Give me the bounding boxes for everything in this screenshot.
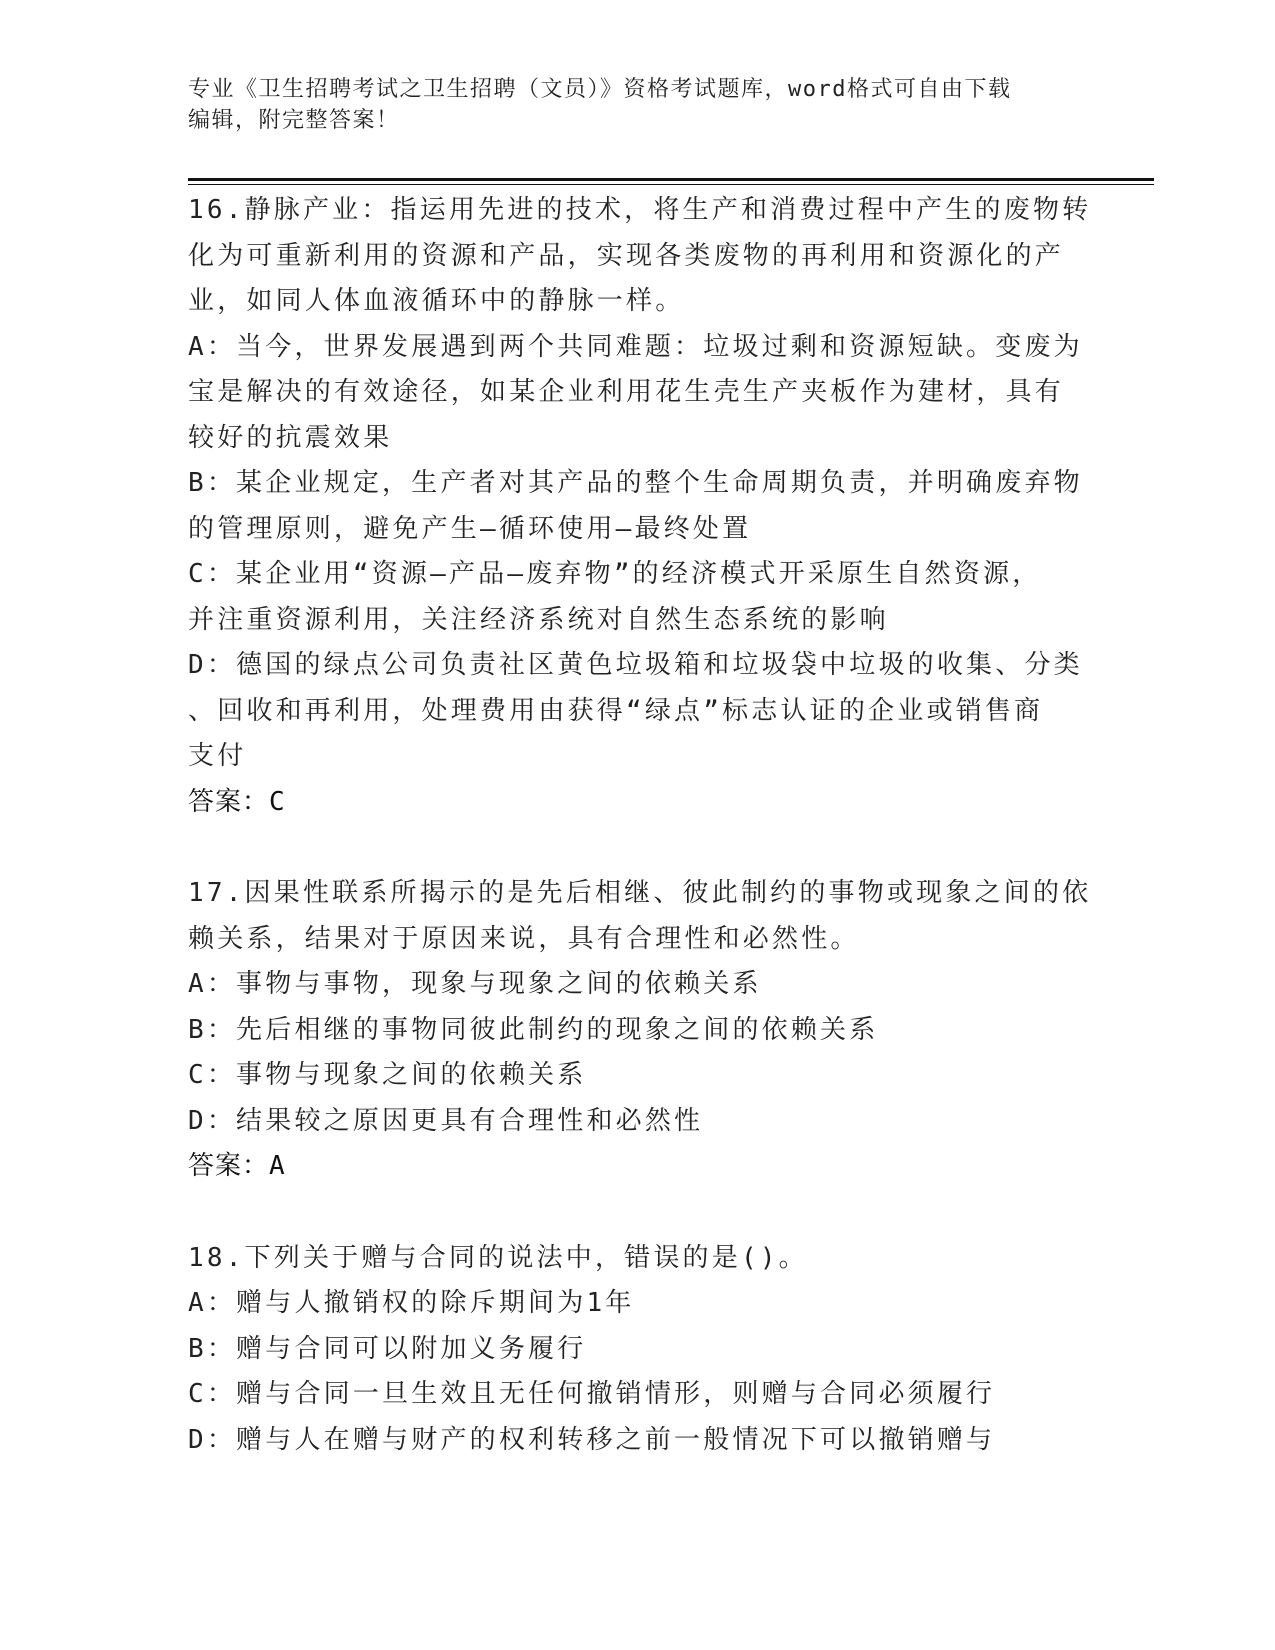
question-16-answer	[188, 780, 1088, 826]
question-17	[188, 871, 1092, 1190]
question-16-stem-line-1: 16.静脉产业：指运用先进的技术，将生产和消费过程中产生的废物转	[188, 195, 1092, 225]
question-16-option-a-line-2: 宝是解决的有效途径，如某企业利用花生壳生产夹板作为建材，具有	[188, 377, 1065, 407]
question-16-option-c-line-1: C：某企业用“资源—产品—废弃物”的经济模式开采原生自然资源，	[188, 559, 1042, 589]
question-spacer	[188, 825, 1088, 871]
question-18-option-b: B：赠与合同可以附加义务履行	[188, 1333, 587, 1364]
question-17-option-b: B：先后相继的事物同彼此制约的现象之间的依赖关系	[188, 1014, 879, 1045]
question-16-stem-line-2: 化为可重新利用的资源和产品，实现各类废物的再利用和资源化的产	[188, 240, 1065, 271]
question-16-option-b-line-2: 的管理原则，避免产生—循环使用—最终处置	[188, 513, 752, 544]
question-16-option-d-line-1: D：德国的绿点公司负责社区黄色垃圾箱和垃圾袋中垃圾的收集、分类	[188, 650, 1083, 680]
question-16-option-a-line-3: 较好的抗震效果	[188, 422, 393, 453]
question-list	[188, 188, 1092, 1463]
answer-value: A	[269, 1151, 286, 1181]
question-17-answer	[188, 1144, 1088, 1190]
answer-value: C	[269, 786, 286, 817]
question-17-stem-line-1: 17.因果性联系所揭示的是先后相继、彼此制约的事物或现象之间的依	[188, 878, 1092, 908]
header-line-2: 编辑，附完整答案！	[188, 108, 400, 133]
question-17-stem-line-2: 赖关系，结果对于原因来说，具有合理性和必然性。	[188, 923, 860, 954]
question-16-option-d-line-2: 、回收和再利用，处理费用由获得“绿点”标志认证的企业或销售商	[188, 695, 1044, 726]
question-18-option-c: C：赠与合同一旦生效且无任何撤销情形，则赠与合同必须履行	[188, 1379, 996, 1409]
header-line-1: 专业《卫生招聘考试之卫生招聘（文员）》资格考试题库，word格式可自由下载	[188, 77, 1012, 102]
question-16-option-c-line-2: 并注重资源利用，关注经济系统对自然生态系统的影响	[188, 604, 889, 635]
question-16-option-a-line-1: A：当今，世界发展遇到两个共同难题：垃圾过剩和资源短缺。变废为	[188, 331, 1083, 362]
question-18-option-d: D：赠与人在赠与财产的权利转移之前一般情况下可以撤销赠与	[188, 1424, 996, 1455]
question-16-option-d-line-3: 支付	[188, 741, 247, 771]
question-17-option-c: C：事物与现象之间的依赖关系	[188, 1060, 587, 1090]
document-header	[188, 74, 1088, 136]
question-18	[188, 1236, 1088, 1464]
question-16-stem-line-3: 业，如同人体血液循环中的静脉一样。	[188, 286, 685, 316]
question-18-stem: 18.下列关于赠与合同的说法中，错误的是()。	[188, 1242, 808, 1273]
header-rule-thin	[188, 184, 1154, 185]
question-16	[188, 188, 1092, 825]
question-17-option-d: D：结果较之原因更具有合理性和必然性	[188, 1105, 704, 1136]
answer-label: 答案：	[188, 1151, 270, 1181]
question-spacer	[188, 1190, 1088, 1236]
header-rule-thick	[188, 178, 1154, 181]
answer-label: 答案：	[188, 786, 270, 817]
question-17-option-a: A：事物与事物，现象与现象之间的依赖关系	[188, 969, 762, 999]
question-16-option-b-line-1: B：某企业规定，生产者对其产品的整个生命周期负责，并明确废弃物	[188, 468, 1083, 498]
question-18-option-a: A：赠与人撤销权的除斥期间为1年	[188, 1288, 635, 1318]
